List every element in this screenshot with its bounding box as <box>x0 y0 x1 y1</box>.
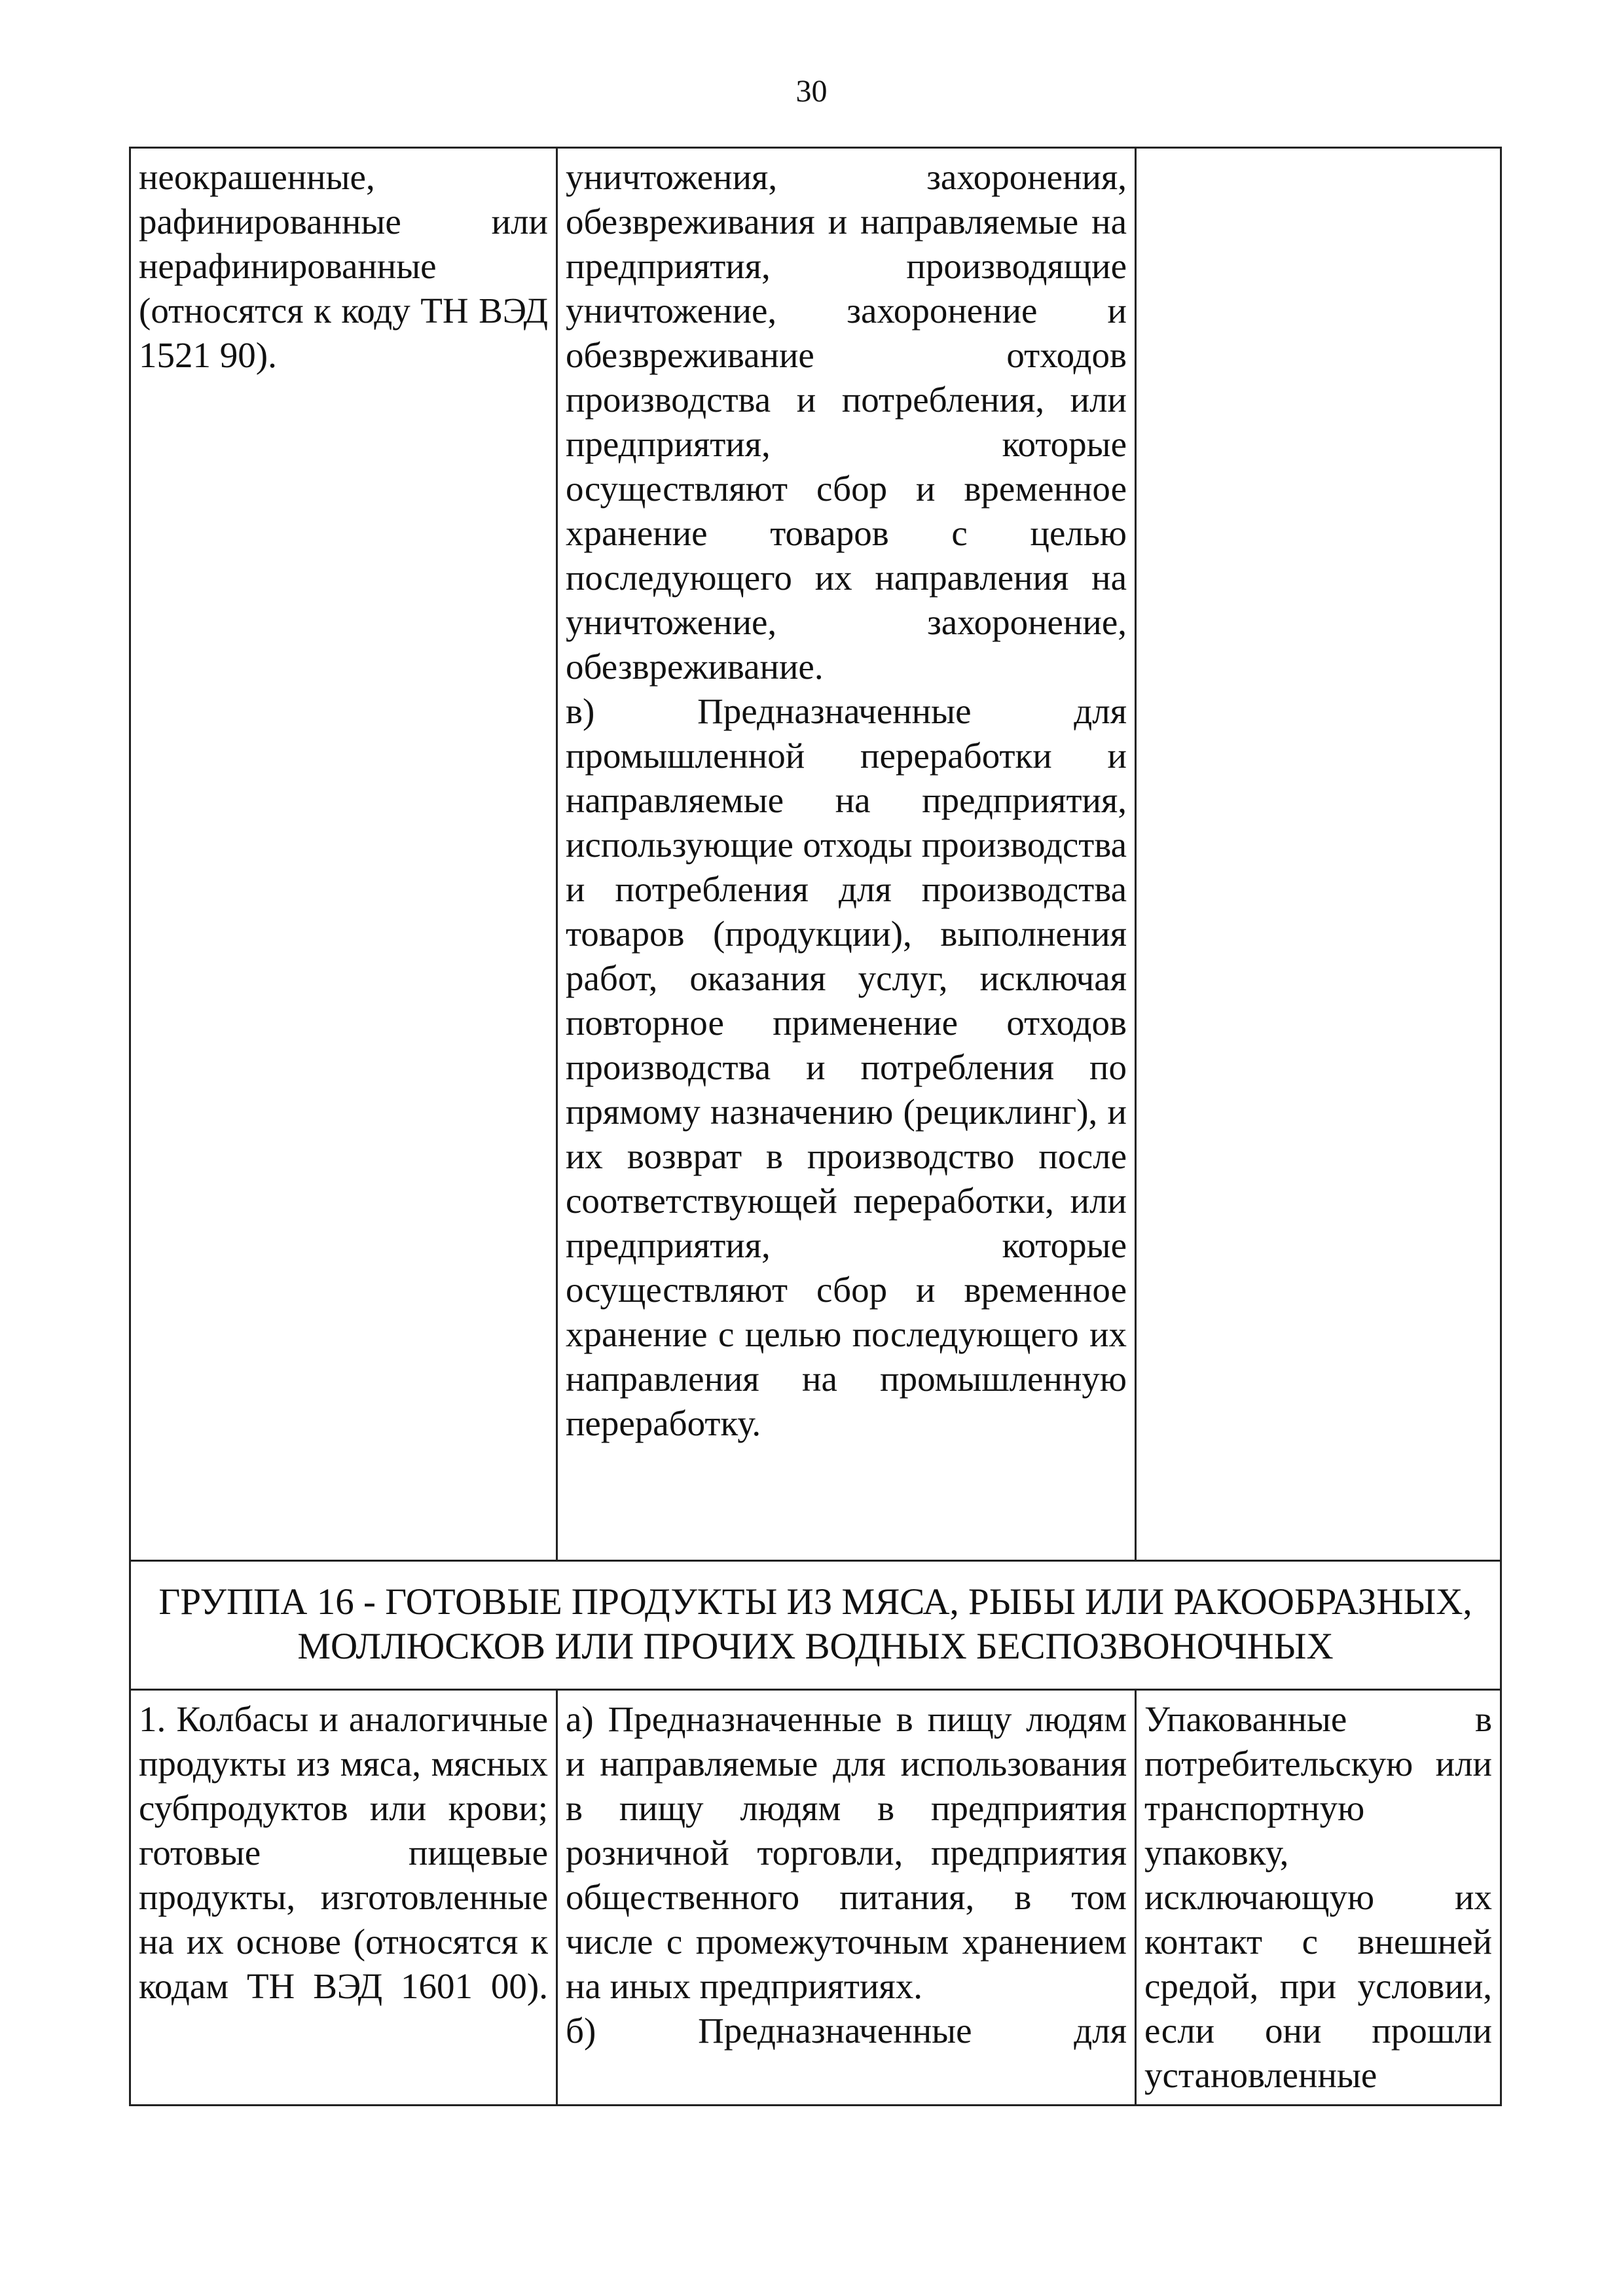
group-header: ГРУППА 16 - ГОТОВЫЕ ПРОДУКТЫ ИЗ МЯСА, РЫБЫ ИЛИ РАКООБРАЗНЫХ, МОЛЛЮСКОВ ИЛИ ПРОЧИХ ВОДНЫХ БЕСПОЗВОНОЧНЫХ <box>130 1561 1501 1690</box>
product-description: неокрашенные, рафинированные или нерафинированные (относятся к коду ТН ВЭД 1521 90). <box>139 157 548 375</box>
page-number: 30 <box>795 74 828 109</box>
conditions-text: Упакованные в потребительскую или транспортную упаковку, исключающую их контакт с внешней средой, при условии, если они прошли установленные <box>1144 1699 1492 2095</box>
regulation-table <box>129 147 1502 2106</box>
destination-paragraph: уничтожения, захоронения, обезвреживания и направляемые на предприятия, производящие уничтожение, захоронение и обезвреживание отходов производства и потребления, или предприятия, которые осуществляют сбор и временное хранение товаров с целью последующего их направления на уничтожение, захоронение, обезвреживание. <box>566 157 1127 687</box>
table-row-group-header <box>130 1561 1501 1690</box>
conditions-cell <box>1136 1690 1501 2106</box>
table-row <box>130 148 1501 1561</box>
destination-paragraph: а) Предназначенные в пищу людям и направляемые для использования в пищу людям в предприятия розничной торговли, предприятия общественного питания, в том числе с промежуточным хранением на иных предприятиях. <box>566 1699 1127 2006</box>
destination-cell <box>557 1690 1136 2106</box>
product-description: 1. Колбасы и аналогичные продукты из мяса, мясных субпродуктов или крови; готовые пищевые продукты, изготовленные на их основе (относятся к кодам ТН ВЭД 1601 00). <box>139 1699 548 2006</box>
product-description-cell <box>130 1690 557 2106</box>
product-description-cell <box>130 148 557 1561</box>
destination-paragraph: б) Предназначенные для <box>566 2011 1127 2051</box>
conditions-cell <box>1136 148 1501 1561</box>
table-row <box>130 1690 1501 2106</box>
destination-cell <box>557 148 1136 1561</box>
destination-paragraph: в) Предназначенные для промышленной переработки и направляемые на предприятия, использующие отходы производства и потребления для производства товаров (продукции), выполнения работ, оказания услуг, исключая повторное применение отходов производства и потребления по прямому назначению (рециклинг), и их возврат в производство после соответствующей переработки, или предприятия, которые осуществляют сбор и временное хранение с целью последующего их направления на промышленную переработку. <box>566 691 1127 1443</box>
